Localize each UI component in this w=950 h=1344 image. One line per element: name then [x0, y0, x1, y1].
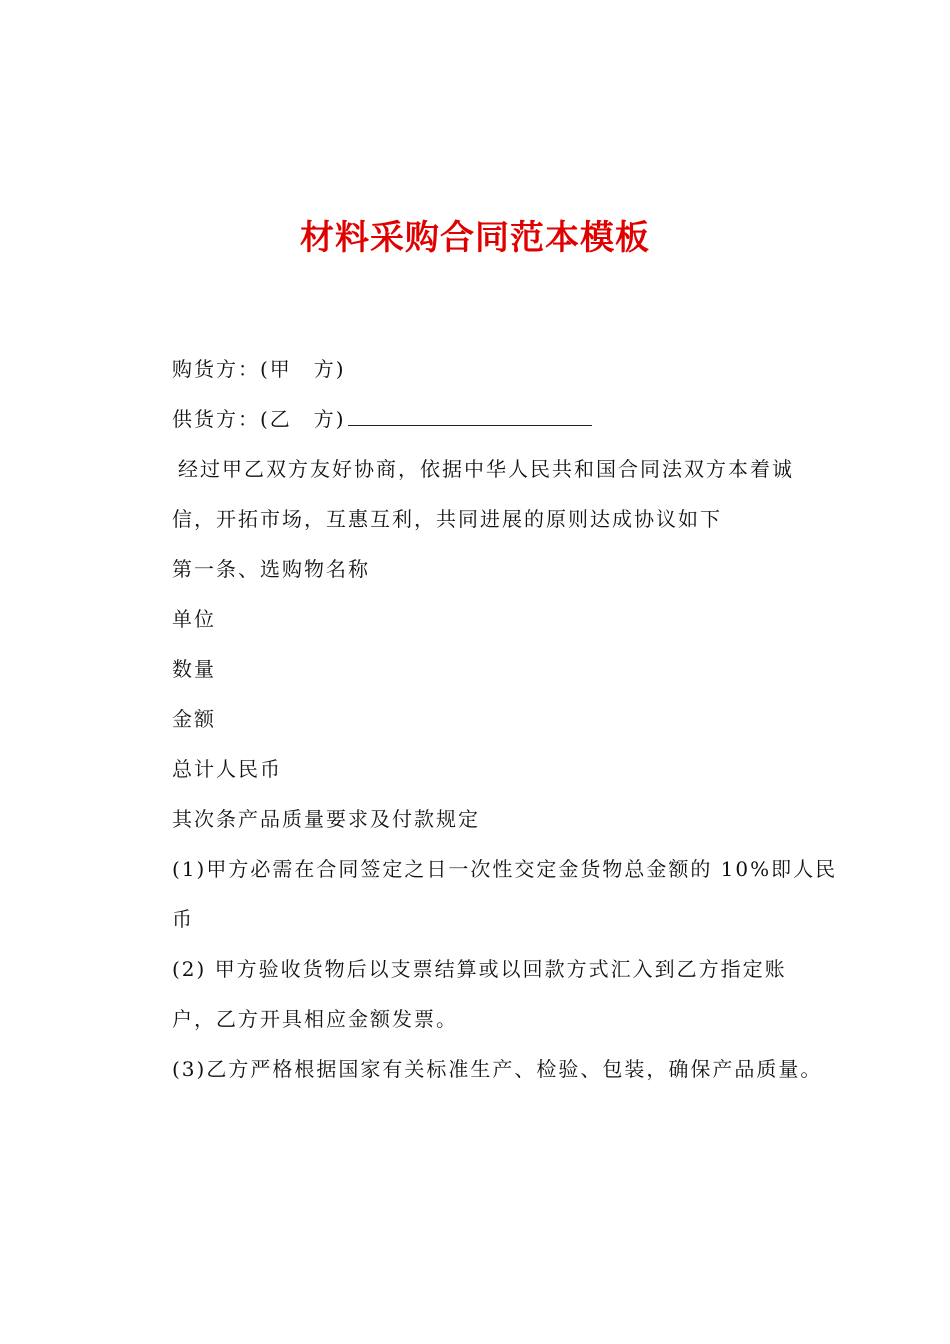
article1-quantity: 数量 [172, 657, 216, 681]
intro-line-2: 信，开拓市场，互惠互利，共同进展的原则达成协议如下 [172, 507, 722, 531]
article2-item2-line2: 户，乙方开具相应金额发票。 [172, 1007, 458, 1031]
supplier-line [172, 395, 834, 443]
article2-heading: 其次条产品质量要求及付款规定 [172, 807, 480, 831]
article2-item2-line1: (2) 甲方验收货物后以支票结算或以回款方式汇入到乙方指定账 [172, 957, 787, 981]
buyer-line: 购货方：(甲 方) [172, 357, 346, 381]
article1-amount: 金额 [172, 707, 216, 731]
intro-line-1: 经过甲乙双方友好协商，依据中华人民共和国合同法双方本着诚 [178, 457, 794, 481]
document-title: 材料采购合同范本模板 [300, 218, 650, 258]
article2-item1-line2: 币 [172, 907, 194, 931]
article2-item3: (3)乙方严格根据国家有关标准生产、检验、包装，确保产品质量。 [172, 1057, 823, 1081]
article1-unit: 单位 [172, 607, 216, 631]
supplier-blank-field [348, 405, 592, 426]
article1-heading: 第一条、选购物名称 [172, 557, 370, 581]
article1-total: 总计人民币 [172, 757, 282, 781]
document-body [172, 345, 838, 1095]
article2-item1-line1: (1)甲方必需在合同签定之日一次性交定金货物总金额的 10%即人民 [172, 857, 838, 881]
supplier-label: 供货方：(乙 方) [172, 407, 346, 431]
